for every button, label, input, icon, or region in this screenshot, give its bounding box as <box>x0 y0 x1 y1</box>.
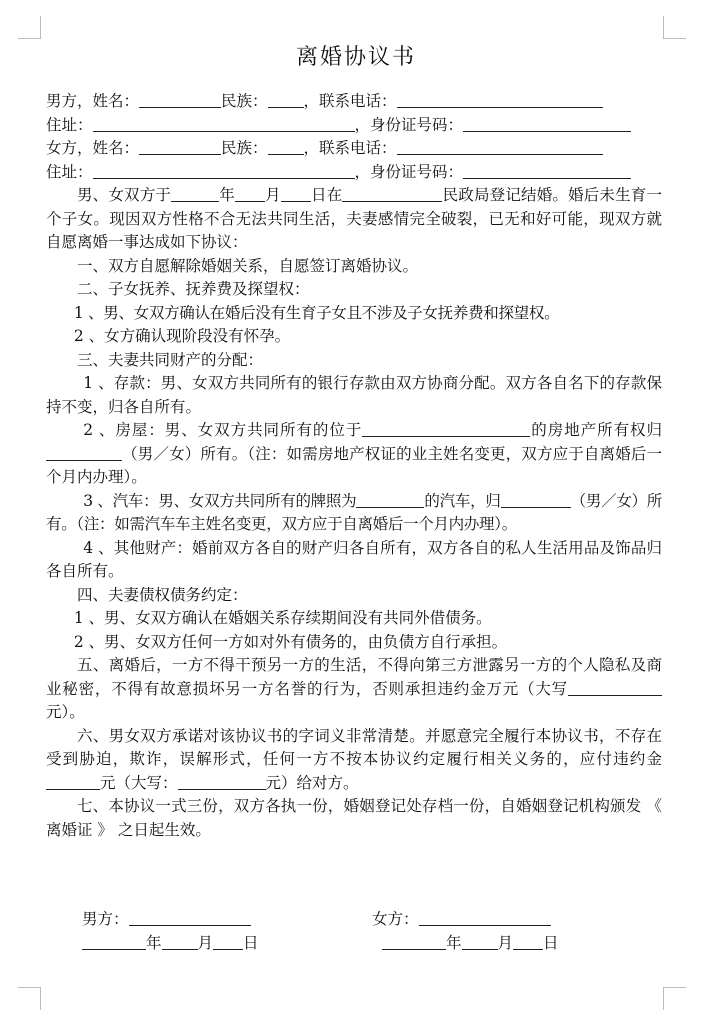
section-6 <box>46 725 662 796</box>
section-4-item-1: 1 、男、女双方确认在婚姻关系存续期间没有共同外借债务。 <box>73 609 492 627</box>
section-3-house <box>46 419 662 490</box>
document-title: 离婚协议书 <box>295 45 416 70</box>
female-signature <box>372 907 551 929</box>
section-2-item-1: 1 、男、女双方确认在婚后没有生育子女且不涉及子女抚养费和探望权。 <box>73 303 560 322</box>
blank-field[interactable] <box>139 138 221 155</box>
blank-field[interactable] <box>171 185 219 202</box>
page-corner-mark <box>663 987 686 1010</box>
text: （男／女）所有。（注：如需房地产权证的业主姓名变更，双方应于自离婚后一个月内办理）。 <box>46 444 662 486</box>
text: 月 <box>197 934 214 952</box>
text: 的汽车，归 <box>424 491 501 510</box>
document-body <box>46 90 662 842</box>
text: 五、离婚后，一方不得干预另一方的生活，不得向第三方泄露另一方的个人隐私及商业秘密，不得有故意损坏另一方名誉的行为，否则承担违约金万元（大写 <box>46 656 662 698</box>
male-signature <box>82 907 251 929</box>
section-1: 一、双方自愿解除婚姻关系，自愿签订离婚协议。 <box>77 256 419 275</box>
label: ，身份证号码： <box>354 162 464 181</box>
blank-field[interactable] <box>568 679 662 696</box>
text: 月 <box>497 934 514 952</box>
text: 年 <box>146 934 162 952</box>
blank-field[interactable] <box>501 491 571 508</box>
text: 元）。 <box>46 703 85 721</box>
signature-field[interactable] <box>419 909 551 926</box>
blank-field[interactable] <box>46 773 100 790</box>
blank-field[interactable] <box>356 491 424 508</box>
section-2-heading: 二、子女抚养、抚养费及探望权： <box>77 280 310 298</box>
blank-field[interactable] <box>235 185 265 202</box>
blank-field[interactable] <box>397 138 603 155</box>
female-address-row <box>46 161 662 185</box>
text: 男、女双方于 <box>77 186 172 204</box>
blank-field[interactable] <box>397 91 603 108</box>
blank-field[interactable] <box>139 91 221 108</box>
page-corner-mark <box>663 16 686 39</box>
label: ，联系电话： <box>303 92 397 110</box>
blank-field[interactable] <box>213 933 243 950</box>
page-corner-mark <box>18 16 41 39</box>
blank-field[interactable] <box>162 933 198 950</box>
label: ，联系电话： <box>303 139 397 157</box>
blank-field[interactable] <box>281 185 311 202</box>
blank-field[interactable] <box>178 773 266 790</box>
section-2-item-2: 2 、女方确认现阶段没有怀孕。 <box>73 327 291 345</box>
label: 女方： <box>372 910 419 928</box>
text: 3 、汽车：男、女双方共同所有的牌照为 <box>83 491 357 510</box>
section-3-car <box>46 490 662 537</box>
blank-field[interactable] <box>463 162 631 179</box>
blank-field[interactable] <box>382 933 446 950</box>
label: 住址： <box>46 162 93 181</box>
blank-field[interactable] <box>463 115 631 132</box>
blank-field[interactable] <box>513 933 543 950</box>
intro-paragraph <box>46 184 662 255</box>
section-3-heading: 三、夫妻共同财产的分配： <box>77 350 264 369</box>
text: 六、男女双方承诺对该协议书的字词义非常清楚。并愿意完全履行本协议书，不存在受到胁迫，欺诈，误解形式，任何一方不按本协议约定履行相关义务的，应付违约金 <box>46 726 662 768</box>
blank-field[interactable] <box>462 933 498 950</box>
label: 女方，姓名： <box>46 139 140 157</box>
text: 日在 <box>310 186 343 204</box>
section-4-heading: 四、夫妻债权债务约定： <box>77 585 248 604</box>
blank-field[interactable] <box>93 162 355 179</box>
section-7: 七、本协议一式三份，双方各执一份，婚姻登记处存档一份，自婚姻登记机构颁发 《 离婚证 》 之日起生效。 <box>46 797 662 839</box>
text: （男／女）所有。（注：如需汽车车主姓名变更，双方应于自离婚后一个月内办理）。 <box>46 491 662 533</box>
section-5 <box>46 654 662 725</box>
male-address-row <box>46 114 662 138</box>
blank-field[interactable] <box>268 91 304 108</box>
text: 月 <box>264 186 281 204</box>
blank-field[interactable] <box>362 420 530 437</box>
label: 民族： <box>221 92 268 110</box>
text: 年 <box>219 186 235 204</box>
label: 民族： <box>221 139 268 157</box>
blank-field[interactable] <box>342 185 442 202</box>
text: 年 <box>446 934 462 952</box>
label: 男方： <box>82 910 129 928</box>
text: 民政局登记结婚。婚后未生育一个子女。现因双方性格不合无法共同生活，夫妻感情完全破裂，已无和好可能，现双方就自愿离婚一事达成如下协议： <box>46 186 662 251</box>
text: 的房地产所有权归 <box>530 421 662 439</box>
female-info-row <box>46 137 662 161</box>
signature-field[interactable] <box>129 909 251 926</box>
text: 元（大写： <box>100 773 178 792</box>
section-4-item-2: 2 、男、女双方任何一方如对外有债务的，由负债方自行承担。 <box>73 632 508 651</box>
blank-field[interactable] <box>268 138 304 155</box>
female-sign-date <box>382 931 559 953</box>
blank-field[interactable] <box>93 115 355 132</box>
blank-field[interactable] <box>46 444 122 461</box>
male-sign-date <box>82 931 259 953</box>
label: 住址： <box>46 115 93 134</box>
blank-field[interactable] <box>82 933 146 950</box>
label: 男方，姓名： <box>46 92 140 110</box>
text: 日 <box>543 934 559 952</box>
page-corner-mark <box>18 987 41 1010</box>
text: 2 、房屋：男、女双方共同所有的位于 <box>83 421 363 439</box>
label: ，身份证号码： <box>354 115 464 134</box>
section-3-deposit: 1 、存款：男、女双方共同所有的银行存款由双方协商分配。双方各自名下的存款保持不变，归各自所有。 <box>46 374 662 416</box>
text: 元）给对方。 <box>265 773 359 792</box>
text: 日 <box>243 934 259 952</box>
section-3-other: 4 、其他财产：婚前双方各自的财产归各自所有，双方各自的私人生活用品及饰品归各自所有。 <box>46 538 662 580</box>
male-info-row <box>46 90 662 114</box>
